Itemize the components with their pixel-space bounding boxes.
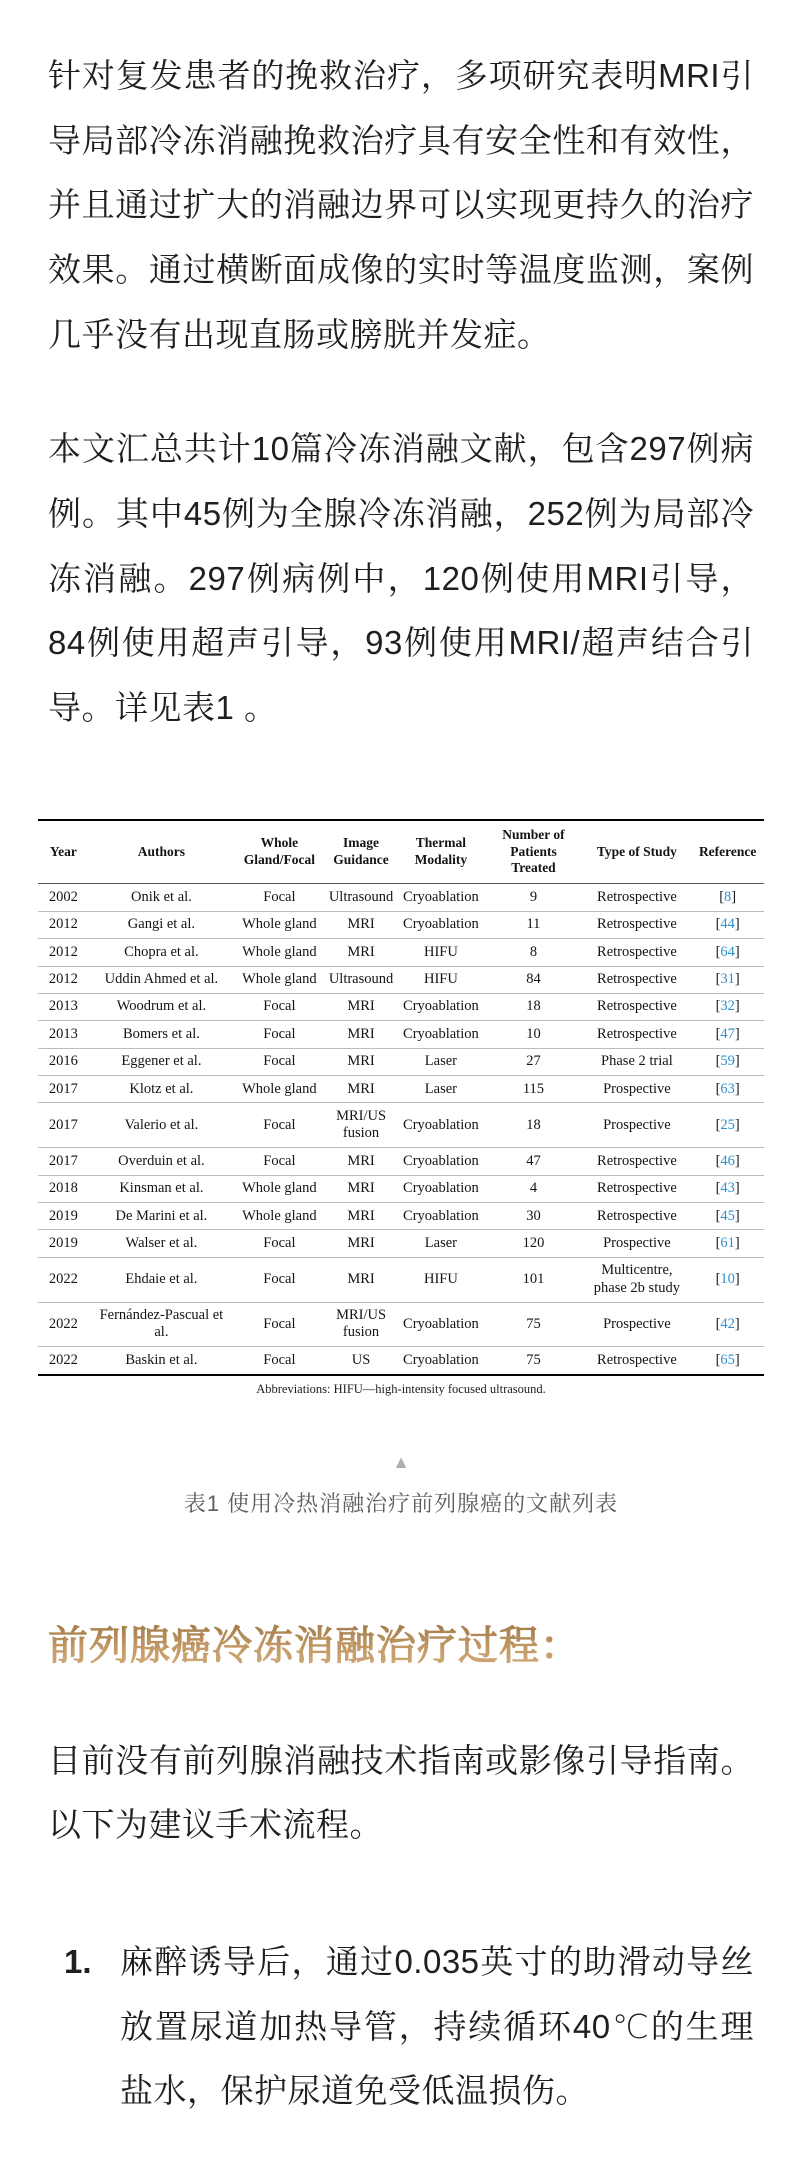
table-cell: MRI: [325, 1203, 398, 1230]
column-header: Number of Patients Treated: [484, 820, 582, 884]
table-cell: MRI: [325, 1021, 398, 1048]
table-cell: MRI: [325, 1076, 398, 1103]
section-heading: 前列腺癌冷冻消融治疗过程：: [48, 1614, 754, 1671]
reference-link[interactable]: 10: [720, 1271, 735, 1287]
table-cell: Focal: [234, 993, 325, 1020]
table-row: [38, 1203, 764, 1230]
table-row: [38, 1021, 764, 1048]
table-cell: MRI: [325, 939, 398, 966]
table-cell: MRI/US fusion: [325, 1302, 398, 1347]
table-cell: Focal: [234, 884, 325, 911]
table-cell: Cryoablation: [403, 1351, 479, 1368]
reference-link[interactable]: 45: [720, 1207, 735, 1224]
reference-cell: [47]: [691, 1021, 764, 1048]
table-cell: 2002: [38, 884, 89, 911]
table-cell: De Marini et al.: [89, 1203, 234, 1230]
table-cell: Retrospective: [582, 993, 691, 1020]
table-row: [38, 1148, 764, 1175]
table-cell: Ehdaie et al.: [89, 1257, 234, 1302]
table-row: [38, 1302, 764, 1347]
table-cell: MRI: [325, 1148, 398, 1175]
table-cell: 75: [526, 1351, 541, 1368]
table-cell: Onik et al.: [89, 884, 234, 911]
reference-link[interactable]: 44: [720, 916, 735, 933]
table-cell: 18: [484, 993, 582, 1020]
table-cell: Focal: [234, 1148, 325, 1175]
table-cell: Cryoablation: [397, 884, 484, 911]
table-cell: Bomers et al.: [89, 1021, 234, 1048]
collapse-table-icon[interactable]: ▲: [392, 1451, 410, 1472]
reference-link[interactable]: 46: [720, 1152, 735, 1169]
table-cell: 8: [484, 939, 582, 966]
table-cell: MRI: [325, 911, 398, 938]
table-cell: Whole gland: [234, 911, 325, 938]
table-cell: Retrospective: [582, 939, 691, 966]
table-cell: Cryoablation: [397, 1103, 484, 1148]
reference-link[interactable]: 47: [720, 1025, 735, 1042]
reference-cell: [63]: [691, 1076, 764, 1103]
table-row: [38, 1103, 764, 1148]
literature-table-container: [38, 819, 764, 1397]
reference-cell: [61]: [691, 1230, 764, 1257]
table-cell: Focal: [234, 1257, 325, 1302]
table-cell: 2018: [38, 1175, 89, 1202]
reference-cell: [10]: [691, 1257, 764, 1302]
table-cell: Retrospective: [582, 966, 691, 993]
reference-link[interactable]: 8: [724, 888, 732, 905]
reference-cell: [31]: [691, 966, 764, 993]
reference-cell: [45]: [691, 1203, 764, 1230]
column-header: Image Guidance: [325, 820, 398, 884]
table-cell: 2019: [38, 1230, 89, 1257]
reference-cell: [8]: [691, 884, 764, 911]
table-cell: MRI: [325, 1048, 398, 1075]
column-header: Reference: [691, 820, 764, 884]
table-cell: 2012: [38, 939, 89, 966]
procedure-list: [48, 1930, 754, 2124]
table-cell: 18: [484, 1103, 582, 1148]
table-cell: Cryoablation: [397, 993, 484, 1020]
reference-cell: [43]: [691, 1175, 764, 1202]
table-row: [38, 1257, 764, 1302]
table-row: [38, 966, 764, 993]
table-cell: 2012: [38, 966, 89, 993]
table-cell: MRI/US fusion: [325, 1103, 398, 1148]
table-cell: 2013: [38, 993, 89, 1020]
table-cell: Whole gland: [234, 966, 325, 993]
table-row: [38, 993, 764, 1020]
column-header: Year: [38, 820, 89, 884]
table-cell: Prospective: [582, 1076, 691, 1103]
table-cell: Retrospective: [582, 911, 691, 938]
paragraph-guidelines: 目前没有前列腺消融技术指南或影像引导指南。以下为建议手术流程。: [48, 1741, 754, 1844]
table-cell: 2017: [38, 1076, 89, 1103]
table-caption: 表1 使用冷热消融治疗前列腺癌的文献列表: [183, 1490, 619, 1516]
table-cell: 101: [484, 1257, 582, 1302]
table-cell: 10: [484, 1021, 582, 1048]
reference-link[interactable]: 42: [720, 1315, 735, 1332]
table-cell: Cryoablation: [397, 1148, 484, 1175]
paragraph-salvage-treatment: 针对复发患者的挽救治疗，多项研究表明MRI引导局部冷冻消融挽救治疗具有安全性和有效性，并且通过扩大的消融边界可以实现更持久的治疗效果。通过横断面成像的实时等温度监测，案例几乎没有出现直肠或膀胱并发症。: [48, 57, 754, 353]
reference-cell: [59]: [691, 1048, 764, 1075]
column-header: Type of Study: [582, 820, 691, 884]
table-cell: Laser: [397, 1076, 484, 1103]
table-cell: Valerio et al.: [89, 1103, 234, 1148]
table-cell: 115: [484, 1076, 582, 1103]
table-cell: 120: [484, 1230, 582, 1257]
table-cell: Retrospective: [582, 884, 691, 911]
table-cell: 27: [484, 1048, 582, 1075]
step-text: 麻醉诱导后，通过0.035英寸的助滑动导丝放置尿道加热导管，持续循环40℃的生理盐水，保护尿道免受低温损伤。: [120, 1943, 754, 2110]
table-cell: 30: [484, 1203, 582, 1230]
table-cell: Fernández-Pascual et al.: [89, 1302, 234, 1347]
table-cell: MRI: [325, 993, 398, 1020]
table-cell: MRI: [325, 1230, 398, 1257]
reference-cell: [32]: [691, 993, 764, 1020]
table-cell: Ultrasound: [325, 966, 398, 993]
table-cell: Gangi et al.: [89, 911, 234, 938]
table-cell: 2022: [38, 1302, 89, 1347]
procedure-step: [48, 1930, 754, 2124]
table-cell: Focal: [234, 1048, 325, 1075]
table-cell: Laser: [397, 1048, 484, 1075]
table-cell: Uddin Ahmed et al.: [89, 966, 234, 993]
table-cell: Ultrasound: [325, 884, 398, 911]
table-cell: 2017: [38, 1148, 89, 1175]
table-cell: Baskin et al.: [125, 1351, 198, 1368]
table-cell: Focal: [234, 1103, 325, 1148]
table-cell: Overduin et al.: [89, 1148, 234, 1175]
table-row: [38, 884, 764, 911]
table-cell: Retrospective: [582, 1148, 691, 1175]
table-cell: HIFU: [397, 966, 484, 993]
table-cell: HIFU: [397, 939, 484, 966]
reference-link[interactable]: 43: [720, 1180, 735, 1197]
table-cell: Whole gland: [234, 1175, 325, 1202]
table-cell: Prospective: [582, 1230, 691, 1257]
table-cell: HIFU: [397, 1257, 484, 1302]
table-row: [38, 1175, 764, 1202]
table-cell: Focal: [263, 1351, 296, 1368]
table-row: [38, 1076, 764, 1103]
table-footnote: Abbreviations: HIFU—high-intensity focused ultrasound.: [256, 1381, 546, 1396]
table-cell: Chopra et al.: [89, 939, 234, 966]
table-cell: Focal: [234, 1302, 325, 1347]
table-cell: 2017: [38, 1103, 89, 1148]
table-cell: MRI: [325, 1257, 398, 1302]
table-cell: 2016: [38, 1048, 89, 1075]
table-cell: 84: [484, 966, 582, 993]
table-cell: Multicentre, phase 2b study: [582, 1257, 691, 1302]
table-cell: Retrospective: [597, 1351, 677, 1368]
table-row: [38, 1048, 764, 1075]
table-cell: Walser et al.: [89, 1230, 234, 1257]
table-cell: Kinsman et al.: [89, 1175, 234, 1202]
table-row: [38, 939, 764, 966]
table-row: [38, 911, 764, 938]
table-row: [38, 1347, 764, 1375]
table-cell: Whole gland: [234, 939, 325, 966]
literature-table: [38, 819, 764, 1376]
table-cell: MRI: [325, 1175, 398, 1202]
step-number: 1.: [64, 1943, 92, 1981]
table-cell: Cryoablation: [397, 1302, 484, 1347]
table-cell: Focal: [234, 1021, 325, 1048]
table-cell: Eggener et al.: [89, 1048, 234, 1075]
reference-link[interactable]: 61: [720, 1234, 735, 1251]
reference-cell: [64]: [691, 939, 764, 966]
reference-cell: [65]: [715, 1351, 740, 1368]
table-cell: Prospective: [582, 1302, 691, 1347]
table-cell: Prospective: [582, 1103, 691, 1148]
table-cell: 2022: [38, 1257, 89, 1302]
reference-link[interactable]: 64: [720, 943, 735, 960]
table-cell: 47: [484, 1148, 582, 1175]
table-cell: 2013: [38, 1021, 89, 1048]
paragraph-literature-summary: 本文汇总共计10篇冷冻消融文献，包含297例病例。其中45例为全腺冷冻消融，252例为局部冷冻消融。297例病例中，120例使用MRI引导，84例使用超声引导，93例使用MRI/超声结合引导。详见表1 。: [48, 430, 754, 727]
reference-link[interactable]: 63: [720, 1080, 735, 1097]
table-cell: Retrospective: [582, 1175, 691, 1202]
table-cell: 2019: [38, 1203, 89, 1230]
table-cell: Focal: [234, 1230, 325, 1257]
table-cell: Cryoablation: [397, 911, 484, 938]
table-cell: 2022: [48, 1351, 78, 1368]
reference-link[interactable]: 32: [720, 998, 735, 1015]
table-cell: Retrospective: [582, 1021, 691, 1048]
table-cell: US: [351, 1351, 371, 1368]
table-cell: Phase 2 trial: [582, 1048, 691, 1075]
table-cell: Cryoablation: [397, 1175, 484, 1202]
reference-cell: [42]: [691, 1302, 764, 1347]
reference-link[interactable]: 25: [720, 1116, 735, 1133]
column-header: Whole Gland/Focal: [234, 820, 325, 884]
reference-link[interactable]: 65: [720, 1351, 735, 1368]
table-cell: Woodrum et al.: [89, 993, 234, 1020]
table-cell: Retrospective: [582, 1203, 691, 1230]
column-header: Thermal Modality: [397, 820, 484, 884]
table-row: [38, 1230, 764, 1257]
column-header: Authors: [89, 820, 234, 884]
table-cell: Cryoablation: [397, 1021, 484, 1048]
reference-cell: [44]: [691, 911, 764, 938]
table-cell: 2012: [38, 911, 89, 938]
table-cell: 9: [484, 884, 582, 911]
reference-link[interactable]: 31: [720, 971, 735, 988]
literature-table-body: [38, 884, 764, 1375]
table-cell: Whole gland: [234, 1076, 325, 1103]
reference-cell: [25]: [691, 1103, 764, 1148]
table-header-row: [38, 820, 764, 884]
table-cell: Laser: [397, 1230, 484, 1257]
reference-link[interactable]: 59: [720, 1053, 735, 1070]
table-cell: 4: [484, 1175, 582, 1202]
reference-cell: [46]: [691, 1148, 764, 1175]
table-cell: 75: [484, 1302, 582, 1347]
table-cell: Klotz et al.: [89, 1076, 234, 1103]
table-cell: Cryoablation: [397, 1203, 484, 1230]
table-cell: 11: [484, 911, 582, 938]
table-cell: Whole gland: [234, 1203, 325, 1230]
